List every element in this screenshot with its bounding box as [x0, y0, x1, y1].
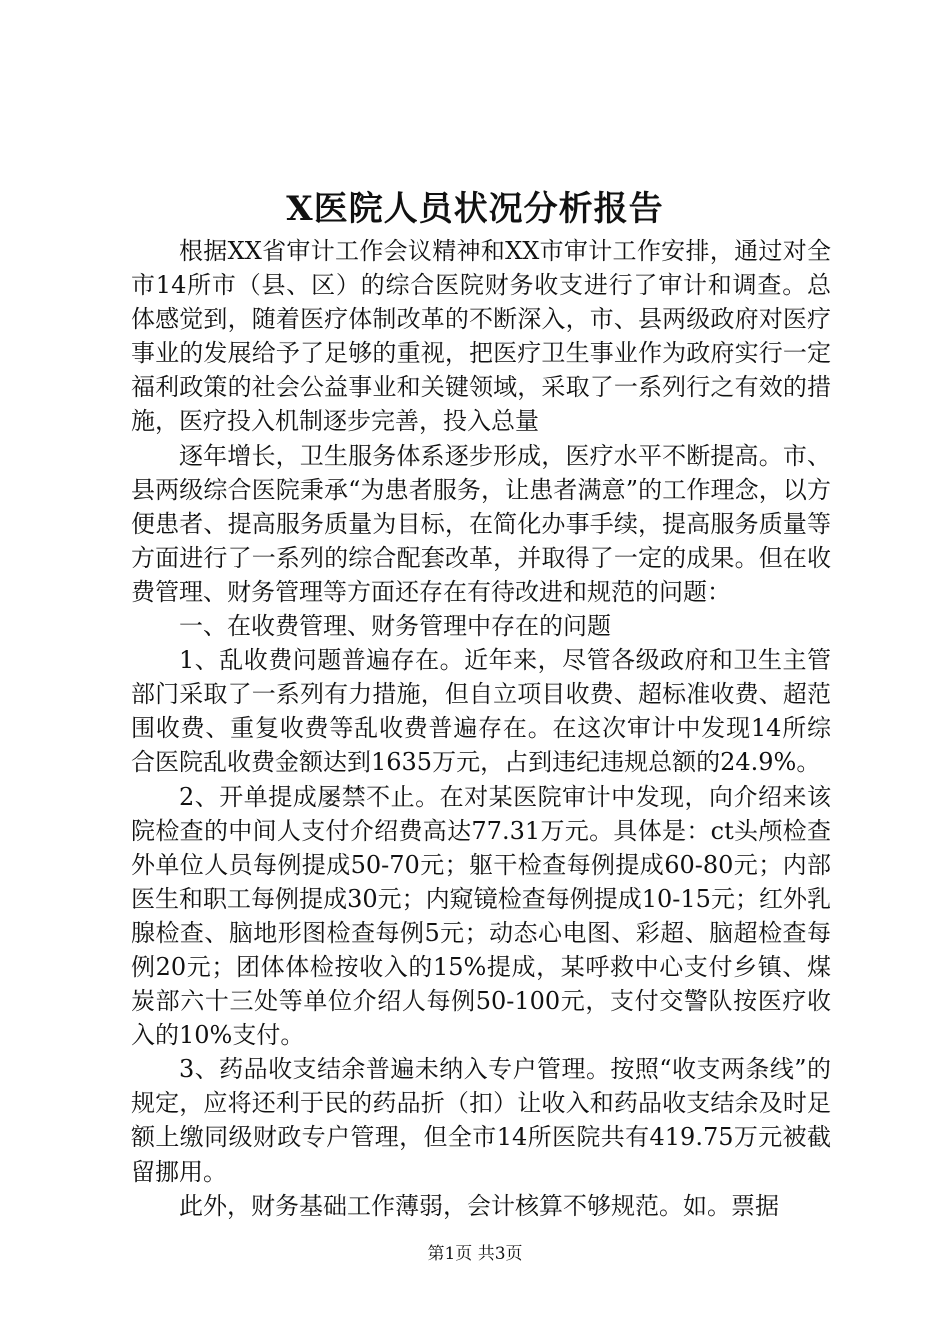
paragraph-intro: 根据XX省审计工作会议精神和XX市审计工作安排，通过对全市14所市（县、区）的综合医院财务收支进行了审计和调查。总体感觉到，随着医疗体制改革的不断深入，市、县两级政府对医疗事业的发展给予了足够的重视，把医疗卫生事业作为政府实行一定福利政策的社会公益事业和关键领域，采取了一系列行之有效的措施，医疗投入机制逐步完善，投入总量	[131, 237, 831, 436]
document-body	[131, 234, 831, 1223]
paragraph-continuation: 逐年增长，卫生服务体系逐步形成，医疗水平不断提高。市、县两级综合医院秉承“为患者服务，让患者满意”的工作理念，以方便患者、提高服务质量为目标，在简化办事手续，提高服务质量等方面进行了一系列的综合配套改革，并取得了一定的成果。但在收费管理、财务管理等方面还存在有待改进和规范的问题：	[131, 441, 831, 606]
document-title: X医院人员状况分析报告	[286, 189, 664, 229]
paragraph-additional: 此外，财务基础工作薄弱，会计核算不够规范。如。票据	[179, 1191, 779, 1220]
paragraph-item-1: 1、乱收费问题普遍存在。近年来，尽管各级政府和卫生主管部门采取了一系列有力措施，但自立项目收费、超标准收费、超范围收费、重复收费等乱收费普遍存在。在这次审计中发现14所综合医院乱收费金额达到1635万元，占到违纪违规总额的24.9%。	[131, 646, 831, 777]
page-number-footer: 第1页 共3页	[427, 1244, 523, 1264]
section-heading-problems: 一、在收费管理、财务管理中存在的问题	[179, 612, 611, 641]
paragraph-item-2: 2、开单提成屡禁不止。在对某医院审计中发现，向介绍来该院检查的中间人支付介绍费高达77.31万元。具体是：ct头颅检查外单位人员每例提成50-70元；躯干检查每例提成60-80元；内部医生和职工每例提成30元；内窥镜检查每例提成10-15元；红外乳腺检查、脑地形图检查每例5元；动态心电图、彩超、脑超检查每例20元；团体体检按收入的15%提成，某呼救中心支付乡镇、煤炭部六十三处等单位介绍人每例50-100元，支付交警队按医疗收入的10%支付。	[131, 782, 831, 1050]
paragraph-item-3: 3、药品收支结余普遍未纳入专户管理。按照“收支两条线”的规定，应将还利于民的药品折（扣）让收入和药品收支结余及时足额上缴同级财政专户管理，但全市14所医院共有419.75万元被截留挪用。	[131, 1055, 831, 1186]
